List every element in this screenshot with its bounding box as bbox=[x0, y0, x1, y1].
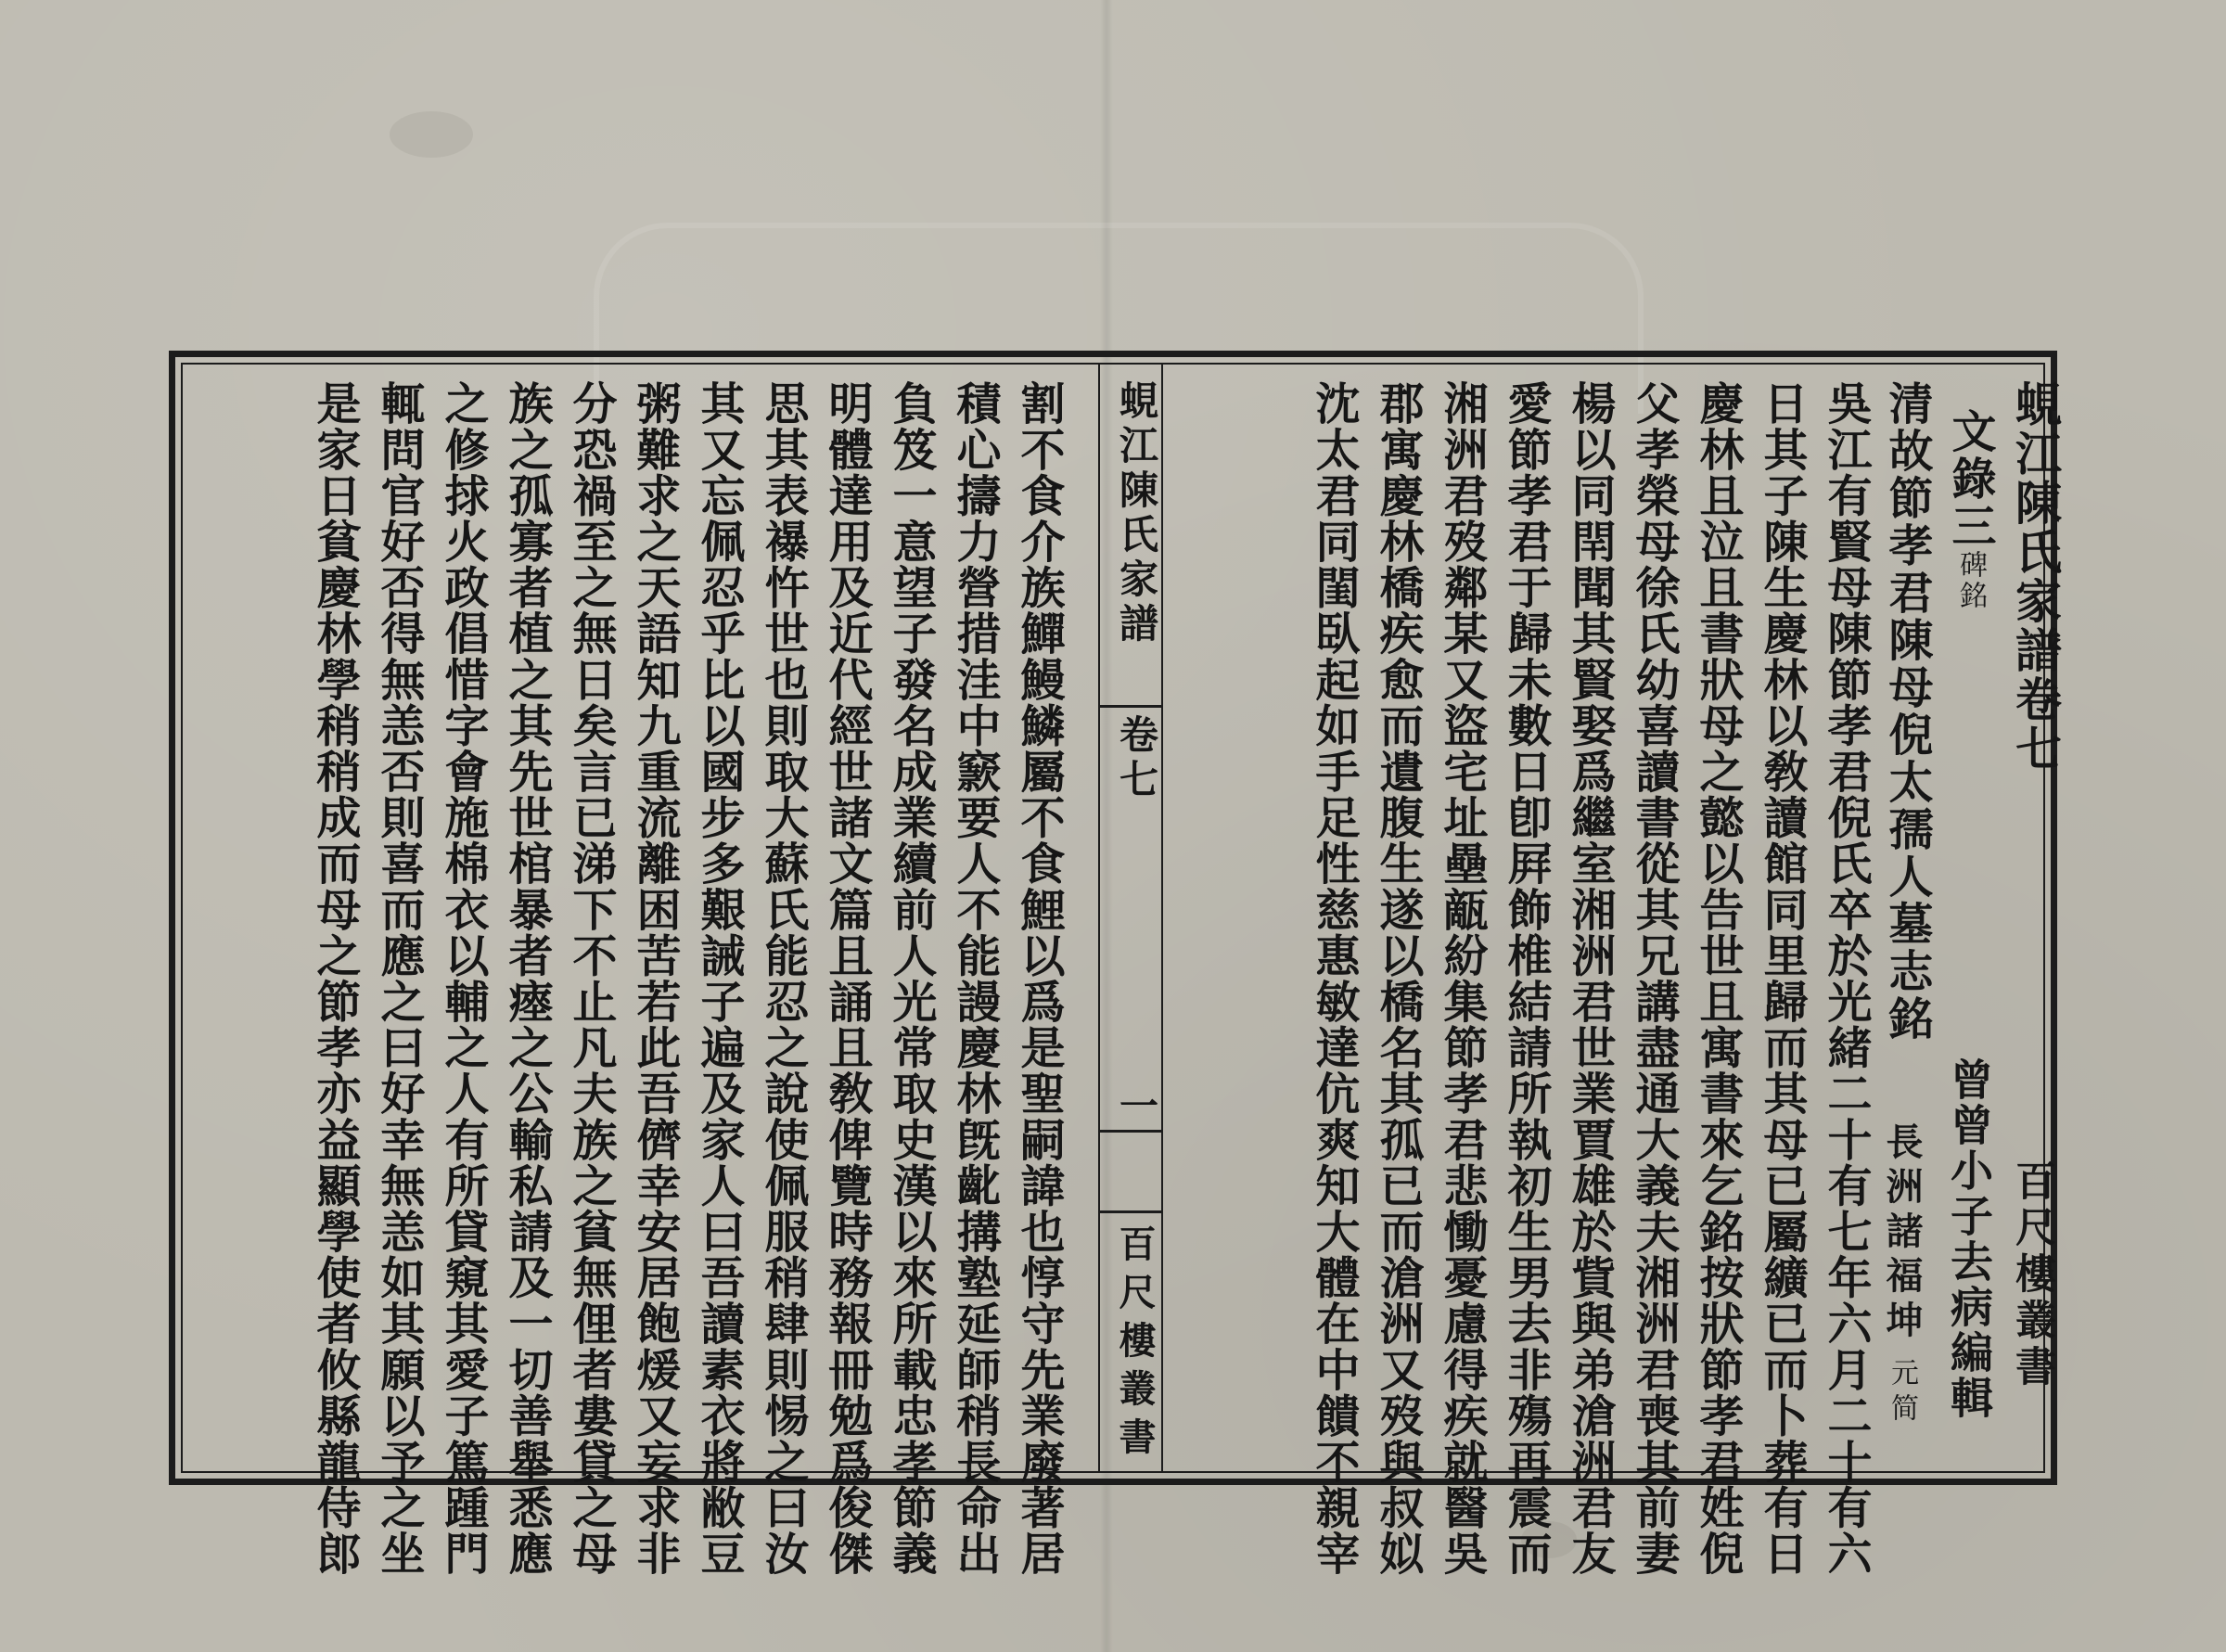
center-book-title: 蜆江陳氏家譜 bbox=[1114, 380, 1159, 647]
text-column: 慶林且泣且書狀母之懿以告世且寓書來乞銘按狀節孝君姓倪 bbox=[1692, 380, 1744, 1577]
center-series: 百尺樓叢書 bbox=[1113, 1224, 1157, 1466]
text-column: 是家日貧慶林學稍稍成而母之節孝亦益顯學使者攸縣龍侍郎 bbox=[309, 380, 361, 1577]
section-heading bbox=[1938, 408, 2002, 611]
text-column: 其又忘佩忍乎比以國步多艱誡子遍及家人曰吾讀素衣將敝豆 bbox=[693, 380, 745, 1577]
book-title: 蜆江陳氏家譜卷七 bbox=[2008, 380, 2063, 774]
section-sub: 碑銘 bbox=[1954, 550, 1987, 611]
text-column: 郡寓慶林橋疾愈而遺腹生遂以橋名其孤已而滄洲又歿與叔姒 bbox=[1372, 380, 1424, 1577]
text-column: 明體達用及近代經世諸文篇且誦且敎俾覽時務報冊勉爲俊傑 bbox=[821, 380, 873, 1577]
center-column-rule-left bbox=[1098, 364, 1100, 1472]
text-column: 思其表襮忤世也則取大蘇氏能忍之說使佩服稍肆則惕之曰汝 bbox=[757, 380, 809, 1577]
writer-name: 長洲諸福坤 bbox=[1880, 1122, 1924, 1345]
text-column: 積心擣力營措洼中窾要人不能謾慶林旣齔搆塾延師稍長命出 bbox=[949, 380, 1001, 1577]
inscription-title: 清故節孝君陳母倪太孺人墓志銘 bbox=[1881, 380, 1933, 1043]
text-column: 愛節孝君于歸未數日卽屛飾椎結請所執初生男去非殤再震而 bbox=[1500, 380, 1552, 1577]
center-fish-mark-mid bbox=[1100, 1130, 1161, 1133]
center-fish-mark-low bbox=[1100, 1210, 1161, 1213]
section-name: 文錄三 bbox=[1944, 408, 1996, 550]
center-fish-mark-top bbox=[1100, 705, 1161, 708]
text-column: 粥難求之天語知九重流離困苦若此吾儕幸安居飽煖又妄求非 bbox=[629, 380, 681, 1577]
text-column: 負笈一意望子發名成業續前人光常取史漢以來所載忠孝節義 bbox=[885, 380, 937, 1577]
center-page-number: 一 bbox=[1114, 1085, 1159, 1124]
center-volume: 卷七 bbox=[1114, 714, 1159, 803]
text-column: 之修捄火政倡惜字會施棉衣以輔之人有所貸窺其愛子篤踵門 bbox=[437, 380, 489, 1577]
text-column: 日其子陳生慶林以敎讀館同里歸而其母已屬纊已而卜葬有日 bbox=[1756, 380, 1808, 1577]
text-column: 楊以同閈聞其賢娶爲繼室湘洲君世業賈雄於貲與弟滄洲君友 bbox=[1564, 380, 1616, 1577]
paper-stain bbox=[390, 111, 473, 158]
writer-credit bbox=[1875, 1122, 1928, 1428]
text-column: 族之孤寡者植之其先世棺暴者瘞之公輸私請及一切善舉悉應 bbox=[501, 380, 553, 1577]
text-column: 父孝榮母徐氏幼喜讀書從其兄講盡通大義夫湘洲君喪其前妻 bbox=[1628, 380, 1680, 1577]
text-column: 吳江有賢母陳節孝君倪氏卒於光緒二十有七年六月二十有六 bbox=[1820, 380, 1872, 1577]
compiler-credit: 曾曾小子去病編輯 bbox=[1944, 1057, 1994, 1421]
text-column: 輒問官好否得無恙否則喜而應之曰好幸無恙如其願以予之坐 bbox=[373, 380, 425, 1577]
text-column: 湘洲君歿鄰某又盜宅址壘甋紛集節孝君悲慟憂慮得疾就醫吳 bbox=[1436, 380, 1488, 1577]
text-column: 沈太君同閨臥起如手足性慈惠敏達伉爽知大體在中饋不親宰 bbox=[1308, 380, 1360, 1577]
text-column: 割不食介族鱓鰻鱗屬不食鯉以爲是聖嗣諱也惇守先業廢著居 bbox=[1013, 380, 1065, 1577]
publisher-mark: 百尺樓叢書 bbox=[2008, 1159, 2055, 1391]
text-column: 分恐禍至之無日矣言已涕下不止凡夫族之貧無俚者婁貸之母 bbox=[565, 380, 617, 1577]
writer-sub: 元简 bbox=[1886, 1358, 1918, 1428]
